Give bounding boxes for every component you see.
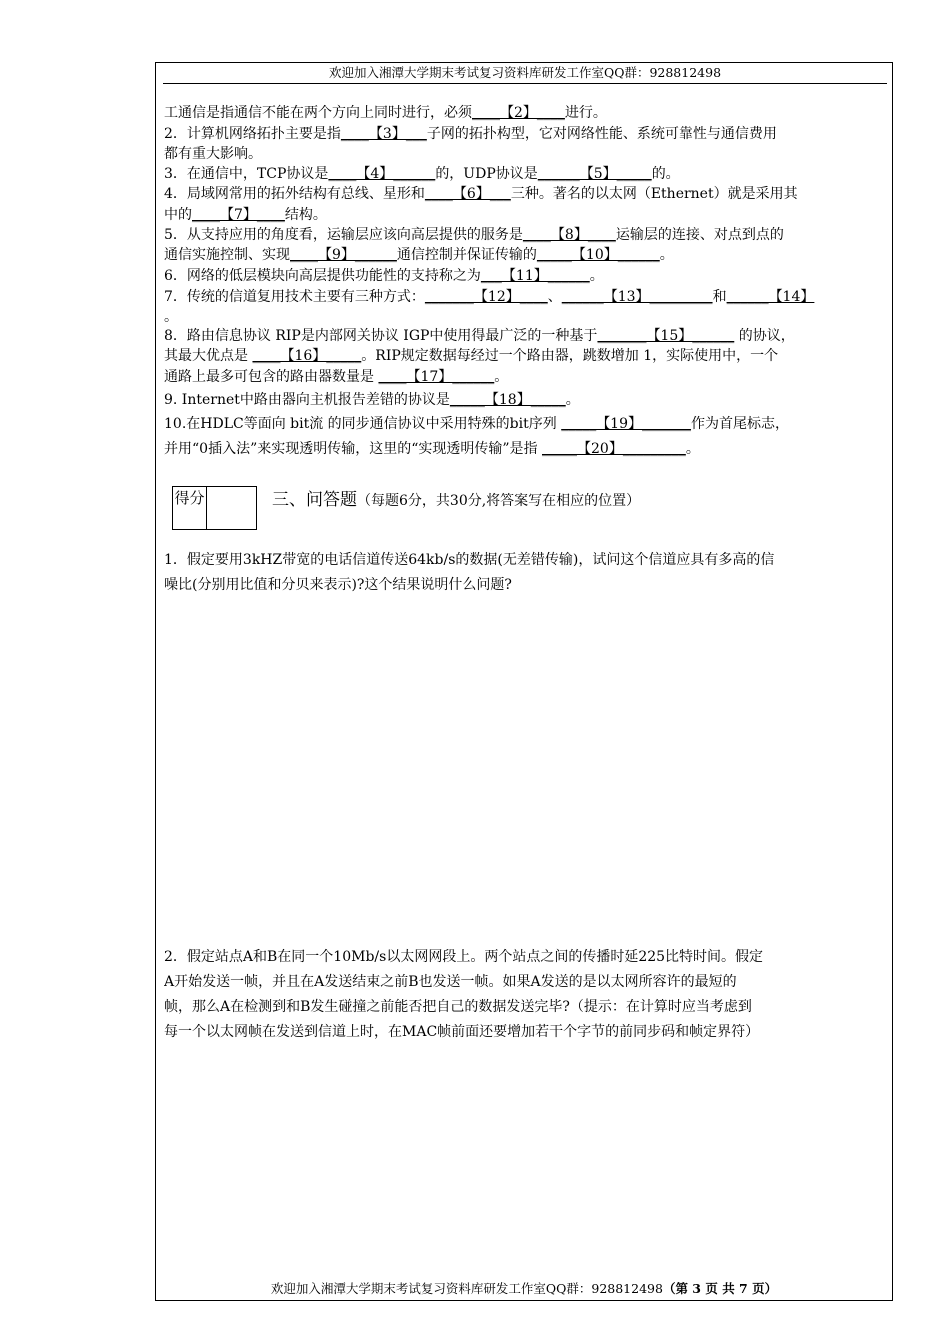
question-1-line-2: 噪比(分别用比值和分贝来表示)?这个结果说明什么问题? (164, 577, 512, 593)
answer-blank: _____【10】______ (536, 247, 660, 263)
question-text: 和 (712, 289, 727, 305)
question-text: 通路上最多可包含的路由器数量是 (164, 369, 379, 385)
question-2-line-3: 帧，那么A在检测到和B发生碰撞之前能否把自己的数据发送完毕?（提示：在计算时应当考虑到 (164, 999, 752, 1015)
question-text: 的协议， (734, 328, 795, 344)
question-text: 6．网络的低层模块向高层提供功能性的支持称之为 (164, 268, 481, 284)
fill-in-line (164, 164, 888, 184)
header-divider (163, 83, 887, 84)
footer-text: 欢迎加入湘潭大学期末考试复习资料库研发工作室QQ群：928812498 (270, 1281, 663, 1296)
answer-blank: _____【19】_______ (561, 416, 692, 432)
question-text: 结构。 (284, 207, 327, 223)
fill-in-line (164, 124, 888, 144)
answer-blank: ______【13】_________ (561, 289, 713, 305)
question-text: 2．计算机网络拓扑主要是指 (164, 126, 341, 142)
answer-blank: ______【5】_____ (537, 166, 652, 182)
question-text: 运输层的连接、对点到点的 (615, 227, 784, 243)
question-2-line-1: 2．假定站点A和B在同一个10Mb/s以太网网段上。两个站点之间的传播时延225比特时间。假定 (164, 949, 764, 965)
question-text: 。 (494, 369, 509, 385)
question-text: 的。 (651, 166, 680, 182)
question-text: 并用“0插入法”来实现透明传输，这里的“实现透明传输”是指 (164, 441, 542, 457)
question-text: 5．从支持应用的角度看，运输层应该向高层提供的服务是 (164, 227, 523, 243)
fill-in-line (164, 367, 888, 387)
question-text: 3．在通信中，TCP协议是 (164, 166, 329, 182)
fill-in-line (164, 414, 888, 434)
fill-in-line (164, 287, 888, 307)
answer-blank: ____【8】____ (522, 227, 616, 243)
question-text: 子网的拓扑构型，它对网络性能、系统可靠性与通信费用 (426, 126, 777, 142)
question-text: 。 (565, 392, 580, 408)
answer-blank: _____【20】_________ (542, 441, 686, 457)
question-text: 三种。著名的以太网（Ethernet）就是采用其 (510, 186, 798, 202)
answer-blank: ____【3】___ (340, 126, 427, 142)
fill-in-line (164, 103, 888, 123)
question-text: 工通信是指通信不能在两个方向上同时进行，必须 (164, 105, 472, 121)
fill-in-line (164, 346, 888, 366)
question-text: 。 (164, 309, 178, 325)
question-1-line-1: 1．假定要用3kHZ带宽的电话信道传送64kb/s的数据(无差错传输)，试问这个信道应具有多高的信 (164, 552, 775, 568)
question-text: 通信控制并保证传输的 (396, 247, 537, 263)
question-text: 、 (547, 289, 562, 305)
fill-in-line (164, 205, 888, 225)
fill-in-line (164, 225, 888, 245)
answer-blank: ____【16】_____ (252, 348, 362, 364)
answer-blank: _______【12】____ (424, 289, 548, 305)
fill-in-line (164, 307, 888, 327)
answer-blank: ____【2】____ (472, 105, 565, 121)
answer-blank: ______【14】 (726, 289, 815, 305)
question-text: 作为首尾标志， (691, 416, 790, 432)
question-text: 10.在HDLC等面向 bit流 的同步通信协议中采用特殊的bit序列 (164, 416, 562, 432)
question-text: 。 (685, 441, 700, 457)
fill-in-line (164, 390, 888, 410)
answer-blank: _______【15】______ (597, 328, 735, 344)
question-text: 。 (659, 247, 674, 263)
answer-blank: ____【17】______ (378, 369, 495, 385)
question-text: 进行。 (564, 105, 607, 121)
question-text: 通信实施控制、实现 (164, 247, 290, 263)
fill-in-line (164, 439, 888, 459)
answer-blank: ____【6】___ (424, 186, 511, 202)
question-text: 。 (589, 268, 604, 284)
question-text: 4．局域网常用的拓外结构有总线、星形和 (164, 186, 425, 202)
score-box (172, 486, 257, 530)
fill-in-line (164, 144, 888, 164)
answer-blank: ___【11】______ (480, 268, 590, 284)
question-text: 7．传统的信道复用技术主要有三种方式： (164, 289, 425, 305)
question-text: 其最大优点是 (164, 348, 253, 364)
question-text: 8．路由信息协议 RIP是内部网关协议 IGP中使用得最广泛的一种基于 (164, 328, 598, 344)
fill-in-line (164, 184, 888, 204)
question-2-line-2: A开始发送一帧，并且在A发送结束之前B也发送一帧。如果A发送的是以太网所容许的最短的 (164, 974, 737, 990)
section-heading: 三、问答题 (272, 490, 357, 510)
question-text: 的，UDP协议是 (435, 166, 538, 182)
page-header: 欢迎加入湘潭大学期末考试复习资料库研发工作室QQ群：928812498 (328, 65, 722, 80)
fill-in-line (164, 266, 888, 286)
page-footer (155, 1280, 893, 1298)
score-input-cell (207, 487, 256, 529)
answer-blank: ____【7】____ (192, 207, 285, 223)
answer-blank: ____【9】______ (290, 247, 397, 263)
page-number: （第 3 页 共 7 页） (662, 1281, 778, 1296)
section-title (272, 489, 640, 512)
question-text: 中的 (164, 207, 192, 223)
answer-blank: ____【4】______ (328, 166, 436, 182)
answer-blank: _____【18】_____ (449, 392, 566, 408)
question-2-line-4: 每一个以太网帧在发送到信道上时，在MAC帧前面还要增加若干个字节的前同步码和帧定界符） (164, 1024, 760, 1040)
section-note: （每题6分，共30分,将答案写在相应的位置） (357, 493, 641, 509)
fill-in-line (164, 326, 888, 346)
score-label: 得分 (173, 487, 207, 529)
fill-in-line (164, 245, 888, 265)
question-text: 都有重大影响。 (164, 146, 262, 162)
question-text: 9. Internet中路由器向主机报告差错的协议是 (164, 392, 450, 408)
question-text: 。RIP规定数据每经过一个路由器，跳数增加 1，实际使用中，一个 (361, 348, 779, 364)
